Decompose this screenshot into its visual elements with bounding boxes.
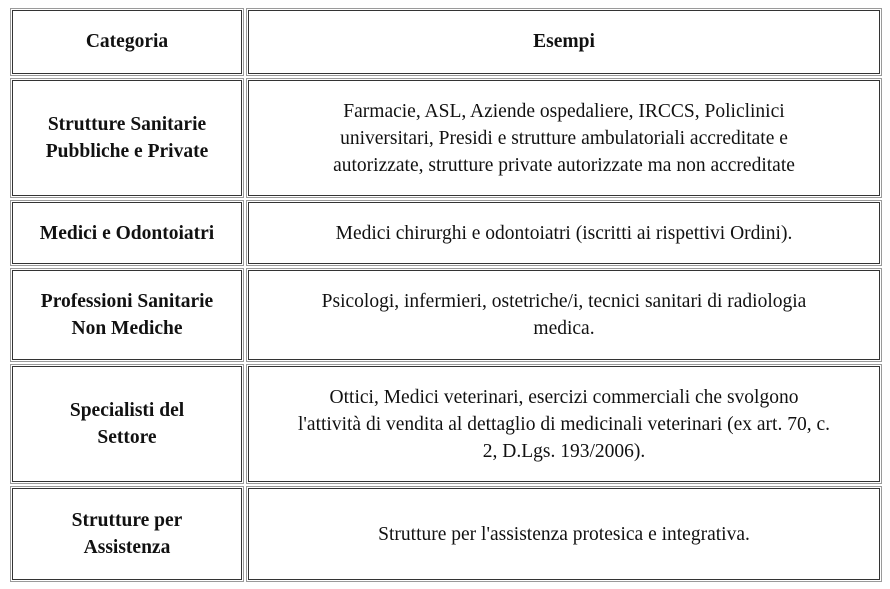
row-examples-text: Medici chirurghi e odontoiatri (iscritti ai rispettivi Ordini). (335, 222, 793, 244)
header-category-cell (12, 10, 242, 74)
table-row-examples-cell (248, 80, 880, 196)
header-examples-cell (248, 10, 880, 74)
table-row-category-cell (12, 488, 242, 580)
row-category-label: Professioni Sanitarie Non Mediche (40, 291, 214, 339)
row-examples-text: Ottici, Medici veterinari, esercizi commerciali che svolgono l'attività di vendita al dettaglio di medicinali veterinari (ex art. 70, c. 2, D.Lgs. 193/2006). (298, 386, 830, 462)
row-category-label: Strutture Sanitarie Pubbliche e Private (45, 114, 209, 162)
table-row-category-cell (12, 366, 242, 482)
table-row-examples-cell (248, 270, 880, 360)
header-examples-label: Esempi (533, 31, 595, 52)
row-examples-text: Psicologi, infermieri, ostetriche/i, tecnici sanitari di radiologia medica. (321, 291, 807, 339)
table-row-examples-cell (248, 488, 880, 580)
table-row-category-cell (12, 80, 242, 196)
row-category-label: Strutture per Assistenza (71, 510, 183, 558)
table-row-category-cell (12, 202, 242, 264)
row-category-label: Medici e Odontoiatri (39, 222, 215, 244)
row-examples-text: Strutture per l'assistenza protesica e integrativa. (378, 523, 750, 545)
header-category-label: Categoria (85, 31, 169, 52)
row-category-label: Specialisti del Settore (69, 400, 185, 448)
table-row-examples-cell (248, 202, 880, 264)
row-examples-text: Farmacie, ASL, Aziende ospedaliere, IRCCS, Policlinici universitari, Presidi e strutture ambulatoriali accreditate e autorizzate, strutture private autorizzate ma non accreditate (333, 100, 795, 176)
table-row-examples-cell (248, 366, 880, 482)
table-row-category-cell (12, 270, 242, 360)
